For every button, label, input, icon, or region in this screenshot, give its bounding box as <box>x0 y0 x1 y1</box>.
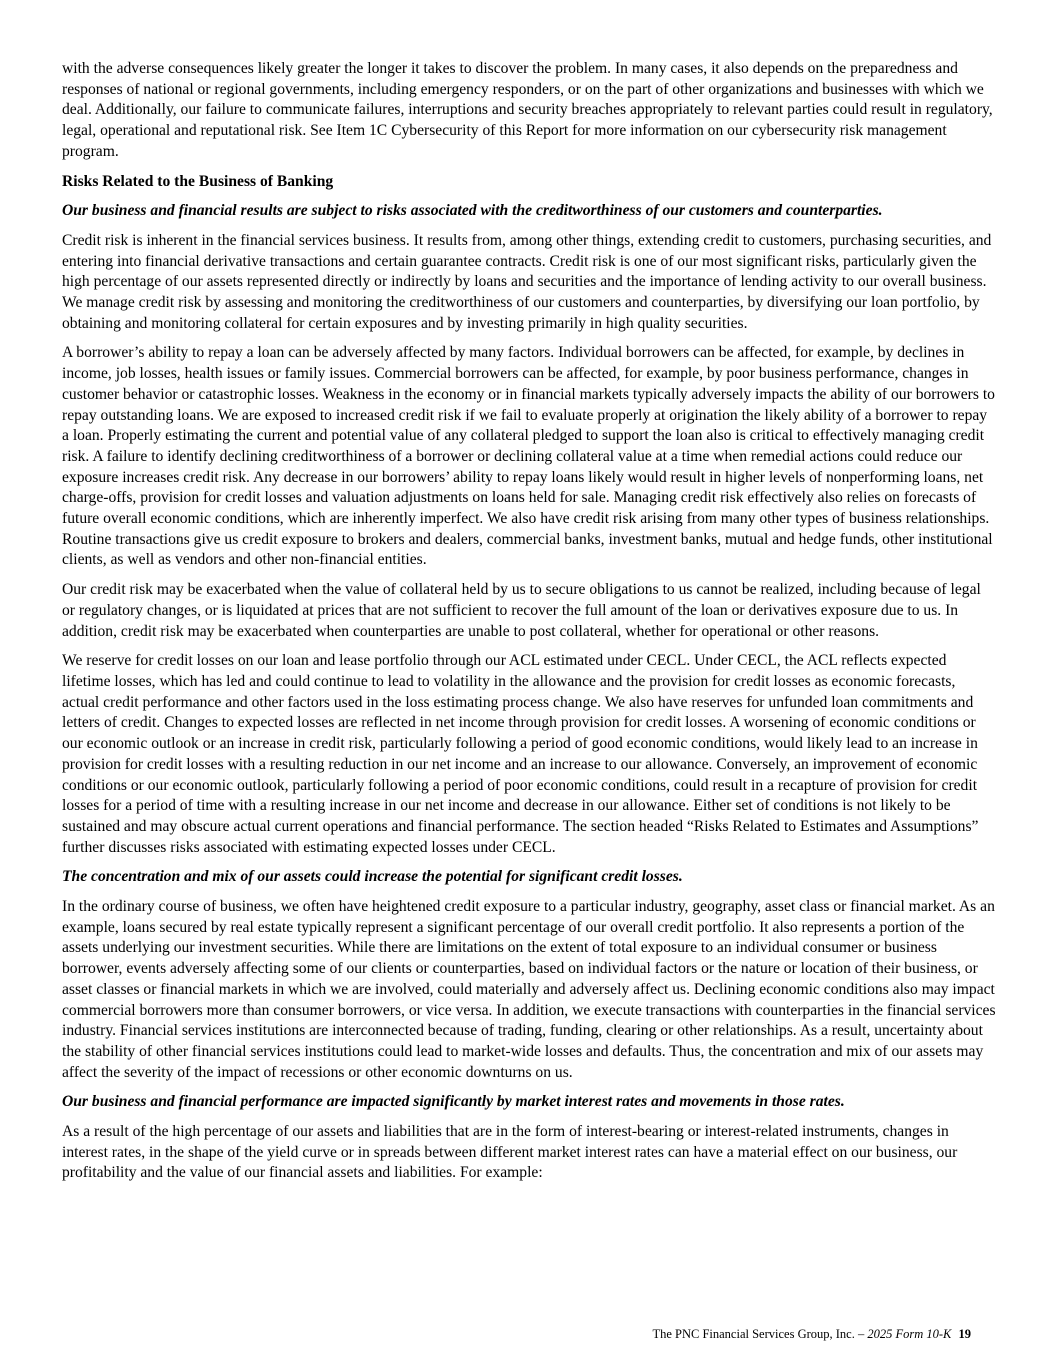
body-paragraph-concentration: In the ordinary course of business, we often have heightened credit exposure to a particular industry, geography, asset class or financial market. As an example, loans secured by real estate typically represent a significant percentage of our overall credit portfolio. It also represents a portion of the assets underlying our investment securities. While there are limitations on the extent of total exposure to an individual consumer or business borrower, events adversely affecting some of our clients or counterparties, based on individual factors or the nature or location of their business, or asset classes or financial markets in which we are involved, could materially and adversely affect us. Declining economic conditions also may impact commercial borrowers more than consumer borrowers, or vice versa. In addition, we execute transactions with counterparties in the financial services industry. Financial services institutions are interconnected because of trading, funding, clearing or other relationships. As a result, uncertainty about the stability of other financial services institutions could lead to market-wide losses and defaults. Thus, the concentration and mix of our assets may affect the severity of the impact of recessions or other economic downturns on us. <box>62 898 996 1081</box>
footer-form: 2025 Form 10-K <box>867 1327 952 1341</box>
page-number: 19 <box>958 1327 971 1341</box>
body-paragraph-interest-rates: As a result of the high percentage of our assets and liabilities that are in the form of interest-bearing or interest-related instruments, changes in interest rates, in the shape of the yield curve or in spreads between different market interest rates can have a material effect on our business, our profitability and the value of our financial assets and liabilities. For example: <box>62 1123 958 1182</box>
document-page <box>62 59 996 1193</box>
body-paragraph-credit-risk: Credit risk is inherent in the financial services business. It results from, among other things, extending credit to customers, purchasing securities, and entering into financial derivative transactions and certain guarantee contracts. Credit risk is one of our most significant risks, particularly given the high percentage of our assets represented directly or indirectly by loans and securities and the importance of lending activity to our overall business. We manage credit risk by assessing and monitoring the creditworthiness of our customers and counterparties, by diversifying our loan portfolio, by obtaining and monitoring collateral for certain exposures and by investing primarily in high quality securities. <box>62 231 992 332</box>
risk-heading-creditworthiness: Our business and financial results are subject to risks associated with the creditworthiness of our customers and counterparties. <box>62 202 883 220</box>
risk-heading-concentration: The concentration and mix of our assets could increase the potential for significant credit losses. <box>62 868 683 886</box>
body-paragraph-cecl-reserves: We reserve for credit losses on our loan and lease portfolio through our ACL estimated under CECL. Under CECL, the ACL reflects expected lifetime losses, which has led and could continue to lead to volatility in the allowance and the provision for credit losses as economic forecasts, actual credit performance and other factors used in the loss estimating process change. We also have reserves for unfunded loan commitments and letters of credit. Changes to expected losses are reflected in net income through provision for credit losses. A worsening of economic conditions or our economic outlook or an increase in credit risk, particularly following a period of good economic conditions, would likely lead to an increase in provision for credit losses with a resulting reduction in our net income and an increase to our allowance. Conversely, an improvement of economic conditions or our economic outlook, particularly following a period of poor economic conditions, could result in a recapture of provision for credit losses for a period of time with a resulting increase in our net income and decrease in our allowance. Either set of conditions is not likely to be sustained and may obscure actual current operations and financial performance. The section headed “Risks Related to Estimates and Assumptions” further discusses risks associated with estimating expected losses under CECL. <box>62 652 979 856</box>
page-footer <box>652 1326 971 1342</box>
section-heading-banking-risks: Risks Related to the Business of Banking <box>62 172 334 190</box>
body-paragraph-cybersecurity-continuation: with the adverse consequences likely greater the longer it takes to discover the problem. In many cases, it also depends on the preparedness and responses of national or regional governments, including emergency responders, or on the part of other organizations and businesses with which we deal. Additionally, our failure to communicate failures, interruptions and security breaches appropriately to relevant parties could result in regulatory, legal, operational and reputational risk. See Item 1C Cybersecurity of this Report for more information on our cybersecurity risk management program. <box>62 60 993 160</box>
body-paragraph-collateral: Our credit risk may be exacerbated when the value of collateral held by us to secure obligations to us cannot be realized, including because of legal or regulatory changes, or is liquidated at prices that are not sufficient to recover the full amount of the loan or derivatives exposure due to us. In addition, credit risk may be exacerbated when counterparties are unable to post collateral, whether for operational or other reasons. <box>62 581 981 640</box>
footer-company: The PNC Financial Services Group, Inc. – <box>652 1327 865 1341</box>
body-paragraph-borrower-ability: A borrower’s ability to repay a loan can be adversely affected by many factors. Individual borrowers can be affected, for example, by declines in income, job losses, health issues or family issues. Commercial borrowers can be affected, for example, by poor business performance, changes in customer behavior or catastrophic losses. Weakness in the economy or in financial markets typically adversely impacts the ability of our borrowers to repay outstanding loans. We are exposed to increased credit risk if we fail to evaluate properly at origination the likely ability of a borrower to repay a loan. Properly estimating the current and potential value of any collateral pledged to support the loan also is critical to effectively managing credit risk. A failure to identify declining creditworthiness of a borrower or declining collateral value at a time when remedial actions could reduce our exposure increases credit risk. Any decrease in our borrowers’ ability to repay loans likely would result in higher levels of nonperforming loans, net charge-offs, provision for credit losses and valuation adjustments on loans held for sale. Managing credit risk effectively also relies on forecasts of future overall economic conditions, which are inherently imperfect. We also have credit risk arising from many other types of business relationships. Routine transactions give us credit exposure to brokers and dealers, commercial banks, investment banks, mutual and hedge funds, other institutional clients, as well as vendors and other non-financial entities. <box>62 344 995 569</box>
risk-heading-interest-rates: Our business and financial performance are impacted significantly by market interest rates and movements in those rates. <box>62 1093 845 1111</box>
